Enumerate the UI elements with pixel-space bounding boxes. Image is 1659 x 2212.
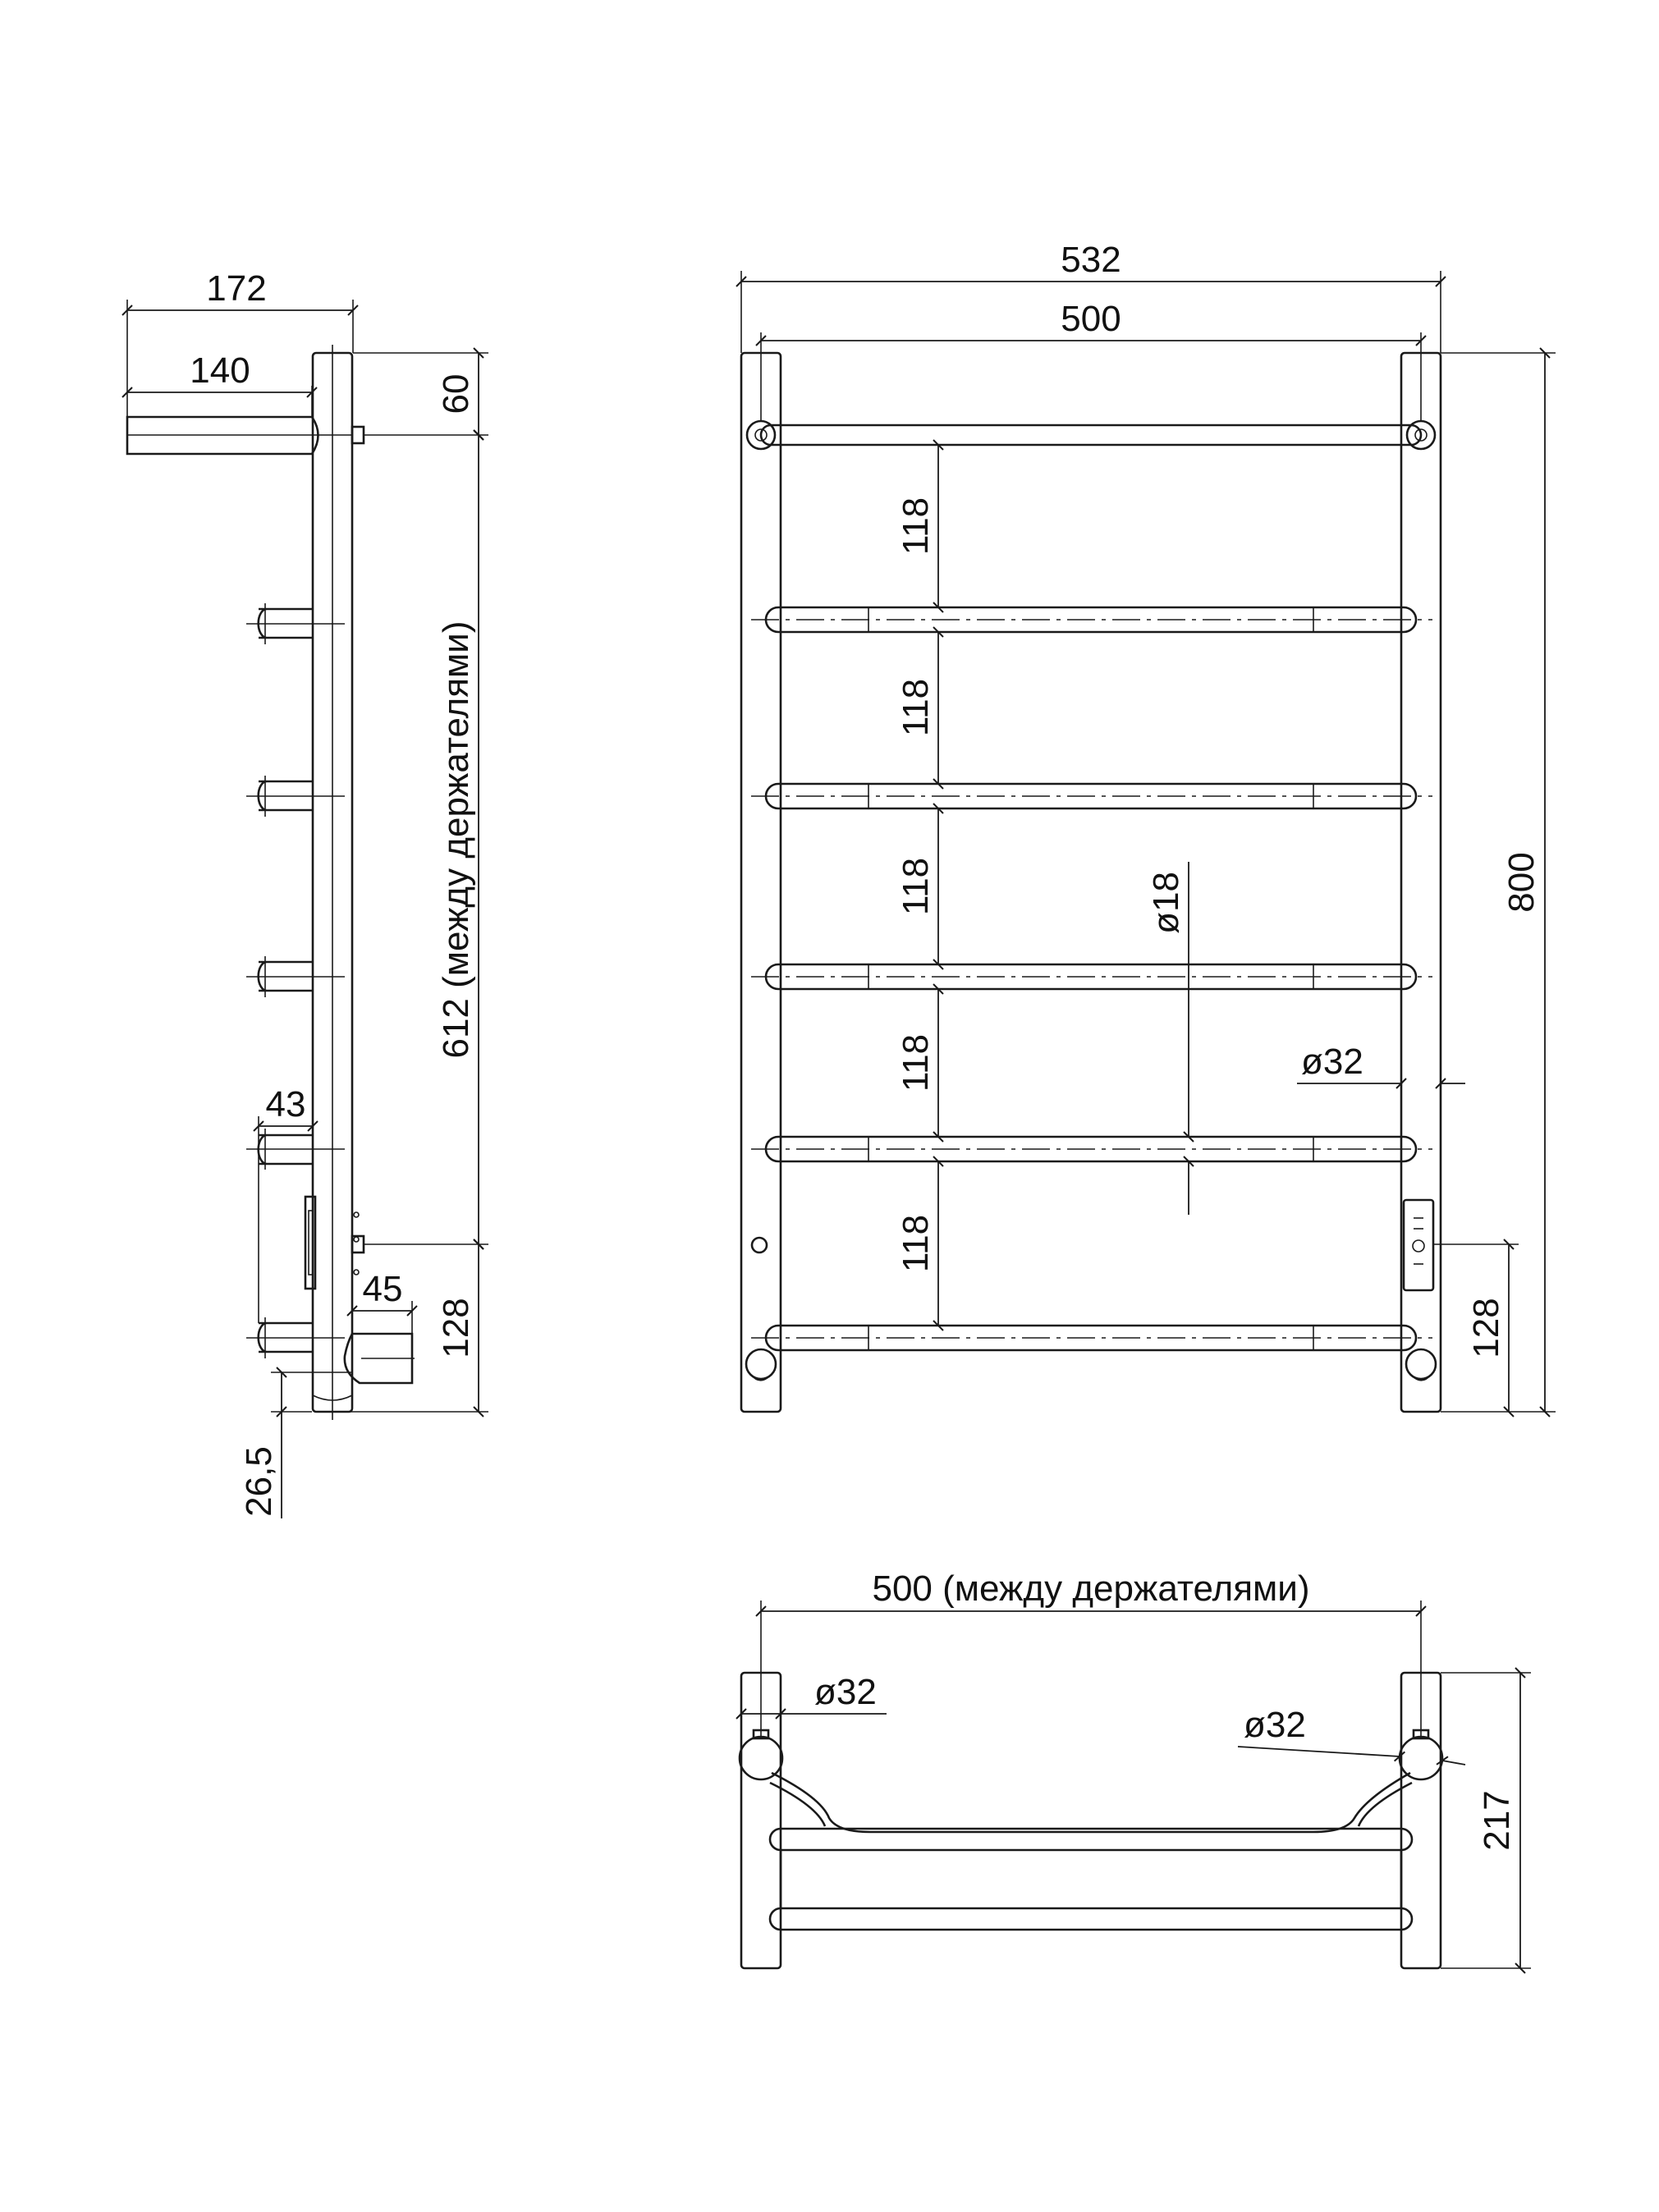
front-rung [751,964,1432,989]
side-rung [246,956,345,997]
dim-front-rung-spacing [896,445,938,1326]
dim-118-label: 118 [896,1033,936,1092]
front-rung [751,607,1432,632]
dim-118-label: 118 [896,857,936,916]
dim-top-d32-left [741,1672,887,1714]
dim-side-612 [364,435,488,1244]
front-button [752,1238,767,1253]
dim-side-60 [353,353,488,435]
top-bar [770,1908,1412,1930]
dim-128-front-label: 128 [1466,1298,1506,1358]
dim-front-800 [1441,353,1556,1412]
dim-60-label: 60 [436,373,476,414]
top-left-holder [740,1730,782,1779]
front-bottom-holders [746,1349,1436,1381]
dim-500-between-label: 500 (между держателями) [872,1569,1310,1609]
side-rung [246,1317,345,1358]
dim-front-500 [761,299,1421,420]
dim-d32-top-right-label: ø32 [1244,1705,1306,1745]
dim-217-label: 217 [1477,1790,1517,1851]
front-right-post [1401,353,1441,1412]
front-top-rod [747,421,1435,449]
dim-26-5-label: 26,5 [239,1446,279,1517]
top-arm-curve [770,1783,825,1826]
dim-118-label: 118 [896,497,936,556]
dim-side-140 [127,350,312,417]
dim-118-label: 118 [896,1214,936,1273]
dim-532-label: 532 [1061,240,1121,280]
dim-d32-front-label: ø32 [1301,1042,1363,1082]
side-post [313,345,352,1420]
side-view [127,268,488,1518]
top-arm-curve [772,1773,1410,1832]
side-bottom-bracket [345,1334,415,1383]
dim-side-172 [127,268,353,417]
dim-612-label: 612 (между держателями) [436,621,476,1059]
dim-top-d32-right [1238,1705,1465,1765]
side-rung [246,776,345,817]
side-rung [246,1129,345,1170]
dim-500-label: 500 [1061,299,1121,339]
dim-800-label: 800 [1501,852,1542,913]
dim-140-label: 140 [190,350,250,391]
dim-118-label: 118 [896,678,936,737]
side-wall-stud-top [352,427,364,443]
dim-45-label: 45 [362,1269,403,1309]
top-view [740,1569,1531,1968]
dim-side-45 [352,1269,412,1334]
dim-d18-label: ø18 [1146,872,1186,934]
dim-d32-top-left-label: ø32 [814,1672,877,1712]
dim-front-128 [1433,1244,1519,1412]
front-rung [751,1326,1432,1350]
side-top-rod [127,417,353,454]
dim-128-side-label: 128 [436,1298,476,1358]
dim-top-217 [1441,1673,1531,1968]
front-control-unit [1404,1200,1433,1290]
side-rungs [246,603,345,1358]
dim-172-label: 172 [206,268,267,309]
dim-43-label: 43 [265,1084,306,1124]
front-rungs [751,607,1432,1350]
front-view [741,240,1556,1412]
dim-side-26-5 [239,1372,353,1518]
top-right-holder [1400,1730,1442,1779]
front-rung [751,1137,1432,1161]
side-rung [246,603,345,644]
front-rung [751,784,1432,808]
